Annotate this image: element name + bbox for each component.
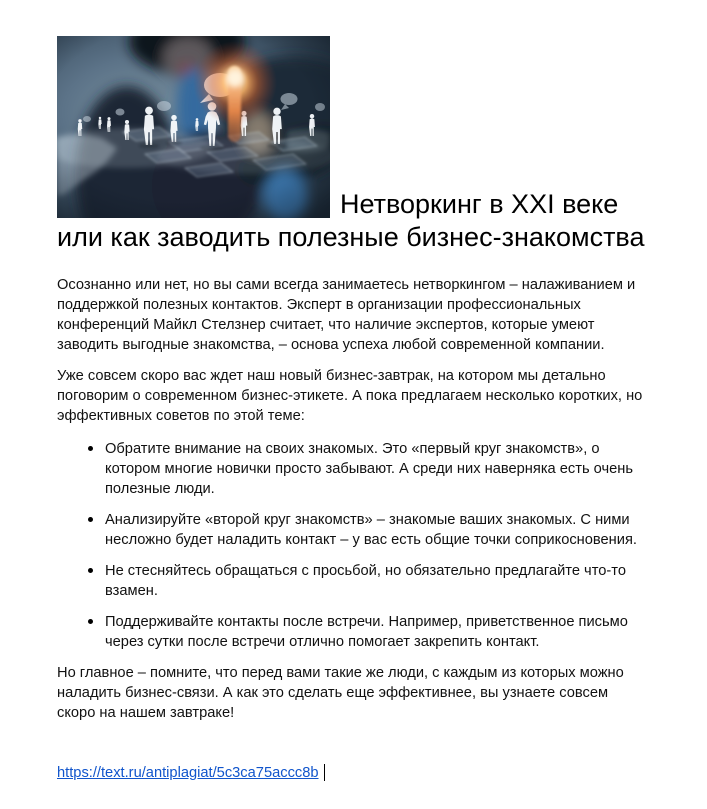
paragraph-intro: Осознанно или нет, но вы сами всегда занимаетесь нетворкингом – налаживанием и поддержкой полезных контактов. Эксперт в организации профессиональных конференций Майкл Стелзнер считает, что наличие экспертов, которые умеют заводить выгодные знакомства, – основа успеха любой современной компании. xyxy=(57,277,636,353)
list-item: Обратите внимание на своих знакомых. Это «первый круг знакомств», о котором многие новички просто забывают. А среди них наверняка есть очень полезные люди. xyxy=(105,439,650,499)
paragraph-announcement: Уже совсем скоро вас ждет наш новый бизнес-завтрак, на котором мы детально поговорим о современном бизнес-этикете. А пока предлагаем несколько коротких, но эффективных советов по этой теме: xyxy=(57,368,643,424)
list-item: Поддерживайте контакты после встречи. Например, приветственное письмо через сутки после встречи отлично помогает закрепить контакт. xyxy=(105,612,650,652)
text-cursor xyxy=(324,764,326,781)
paragraph-closing: Но главное – помните, что перед вами такие же люди, с каждым из которых можно наладить бизнес-связи. А как это сделать еще эффективнее, вы узнаете совсем скоро на нашем завтраке! xyxy=(57,665,624,721)
hero-image[interactable] xyxy=(57,36,330,218)
list-item: Анализируйте «второй круг знакомств» – знакомые ваших знакомых. С ними несложно будет наладить контакт – у вас есть общие точки соприкосновения. xyxy=(105,510,650,550)
link-line xyxy=(57,763,650,783)
list-item: Не стесняйтесь обращаться с просьбой, но обязательно предлагайте что-то взамен. xyxy=(105,561,650,601)
title-line1: Нетворкинг в XXI веке xyxy=(340,189,619,219)
vignette xyxy=(57,36,330,218)
document-body xyxy=(57,275,650,783)
page-title xyxy=(57,36,650,254)
networking-photo xyxy=(57,36,330,218)
antiplagiat-link[interactable]: https://text.ru/antiplagiat/5c3ca75accc8b xyxy=(57,765,319,781)
tips-list xyxy=(57,439,650,652)
title-line2: или как заводить полезные бизнес-знакомства xyxy=(57,222,645,252)
